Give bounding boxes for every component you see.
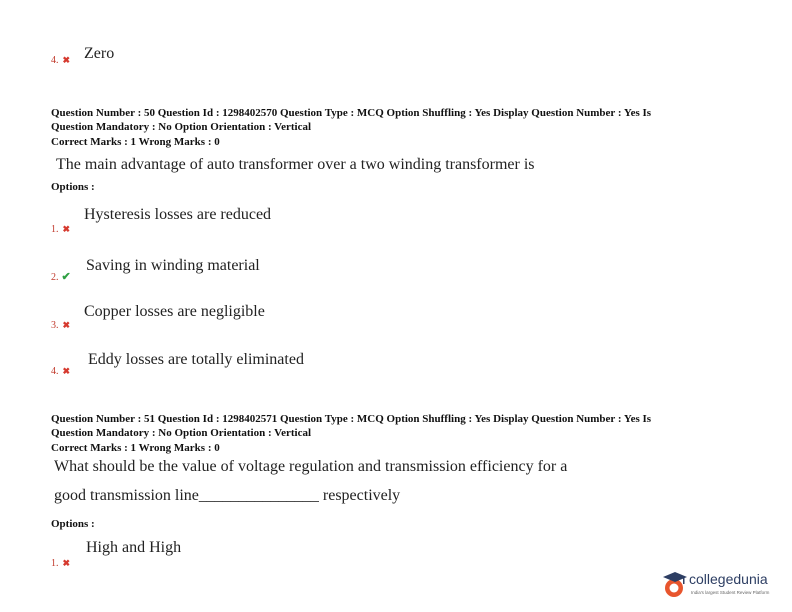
options-label: Options : — [51, 181, 95, 193]
option-number: 1. — [51, 224, 59, 235]
option-number: 2. — [51, 272, 59, 283]
option-text-1: High and High — [86, 539, 182, 556]
collegedunia-logo — [661, 568, 789, 606]
option-marker-3 — [51, 315, 70, 333]
option-marker-2 — [51, 267, 71, 285]
option-text: Zero — [84, 45, 115, 62]
option-number: 1. — [51, 558, 59, 569]
option-marker-4 — [51, 361, 70, 379]
option-text-4: Eddy losses are totally eliminated — [88, 351, 304, 368]
option-marker-1 — [51, 219, 70, 237]
question-text-line1: What should be the value of voltage regulation and transmission efficiency for a — [54, 458, 568, 475]
check-mark-icon: ✔ — [61, 271, 71, 283]
question-text-line2: good transmission line_______________ respectively — [54, 487, 401, 504]
options-label: Options : — [51, 518, 95, 530]
question-text: The main advantage of auto transformer over a two winding transformer is — [56, 156, 535, 173]
option-number: 4. — [51, 55, 59, 66]
question-meta-line2: Question Mandatory : No Option Orientation : Vertical — [51, 427, 312, 439]
option-marker-1 — [51, 553, 70, 571]
option-text-2: Saving in winding material — [86, 257, 260, 274]
logo-tagline: India's largest Student Review Platform — [691, 590, 770, 595]
question-marks: Correct Marks : 1 Wrong Marks : 0 — [51, 136, 220, 148]
option-number: 4. — [51, 366, 59, 377]
option-text-1: Hysteresis losses are reduced — [84, 206, 272, 223]
question-meta-line2: Question Mandatory : No Option Orientation : Vertical — [51, 121, 312, 133]
question-marks: Correct Marks : 1 Wrong Marks : 0 — [51, 442, 220, 454]
question-meta-line1: Question Number : 51 Question Id : 1298402571 Question Type : MCQ Option Shuffling : Yes Display Question Number : Yes Is — [51, 413, 652, 425]
logo-name: collegedunia — [689, 571, 768, 587]
wrong-mark-icon: ✖ — [62, 366, 71, 376]
option-number: 3. — [51, 320, 59, 331]
graduation-cap-icon — [661, 568, 689, 604]
wrong-mark-icon: ✖ — [62, 320, 71, 330]
option-row-prev-4 — [51, 50, 70, 68]
question-meta-line1: Question Number : 50 Question Id : 1298402570 Question Type : MCQ Option Shuffling : Yes Display Question Number : Yes Is — [51, 107, 652, 119]
wrong-mark-icon: ✖ — [62, 224, 71, 234]
wrong-mark-icon: ✖ — [62, 55, 71, 65]
option-text-3: Copper losses are negligible — [84, 303, 265, 320]
wrong-mark-icon: ✖ — [62, 558, 71, 568]
